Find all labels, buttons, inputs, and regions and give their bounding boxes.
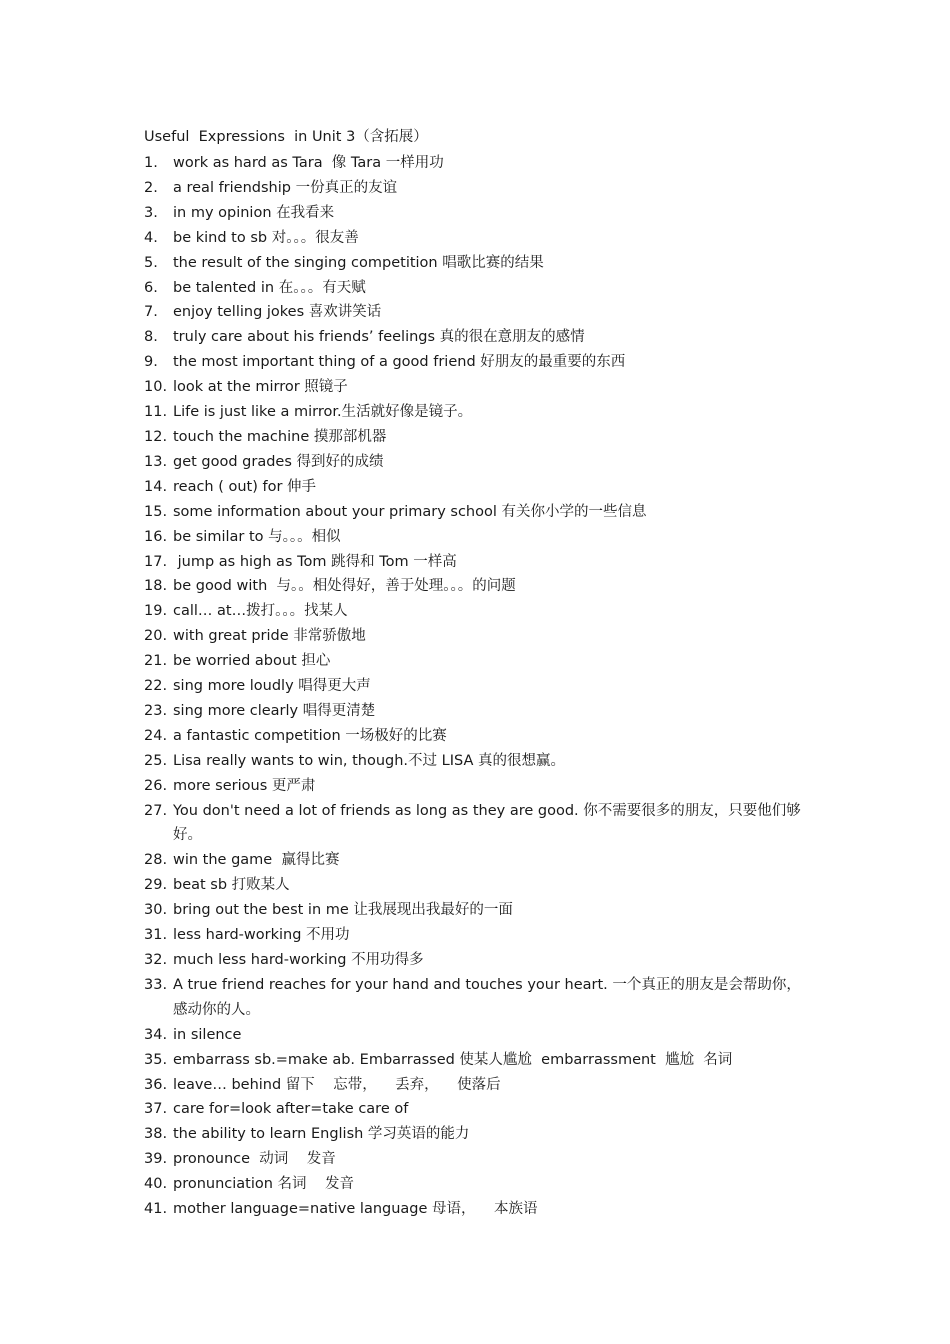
item-number: 40. <box>144 1176 168 1193</box>
list-item <box>144 550 814 575</box>
item-number: 6. <box>144 279 158 296</box>
list-item <box>144 674 814 699</box>
item-text: mother language=native language 母语， 本族语 <box>173 1201 538 1218</box>
list-item <box>144 350 814 375</box>
item-text: enjoy telling jokes 喜欢讲笑话 <box>173 304 382 321</box>
item-number: 9. <box>144 354 158 371</box>
item-text: be good with 与。。相处得好，善于处理。。。的问题 <box>173 578 516 595</box>
item-number: 20. <box>144 628 168 645</box>
list-item <box>144 699 814 724</box>
list-item <box>144 1048 814 1073</box>
item-number: 18. <box>144 578 168 595</box>
list-item <box>144 251 814 276</box>
item-text: the ability to learn English 学习英语的能力 <box>173 1126 470 1143</box>
list-item <box>144 300 814 325</box>
item-text: A true friend reaches for your hand and touches your heart. 一个真正的朋友是会帮助你，感动你的人。 <box>173 976 801 1018</box>
item-text: in my opinion 在我看来 <box>173 204 335 221</box>
list-item <box>144 226 814 251</box>
item-number: 1. <box>144 155 158 171</box>
item-number: 11. <box>144 404 168 421</box>
item-text: get good grades 得到好的成绩 <box>173 453 384 470</box>
item-text: sing more loudly 唱得更大声 <box>173 678 371 695</box>
item-text: be talented in 在。。。有天赋 <box>173 279 366 296</box>
item-number: 32. <box>144 952 168 968</box>
item-text: a fantastic competition 一场极好的比赛 <box>173 727 447 744</box>
item-number: 39. <box>144 1151 168 1168</box>
item-number: 37. <box>144 1101 168 1118</box>
item-text: be similar to 与。。。相似 <box>173 528 341 545</box>
item-text: less hard-working 不用功 <box>173 927 350 944</box>
list-item <box>144 599 814 624</box>
list-item <box>144 624 814 649</box>
list-item <box>144 375 814 400</box>
list-item <box>144 1147 814 1172</box>
list-item <box>144 724 814 749</box>
list-item <box>144 1023 814 1048</box>
list-item <box>144 276 814 301</box>
list-item <box>144 400 814 425</box>
item-text: the most important thing of a good friend 好朋友的最重要的东西 <box>173 354 626 371</box>
list-item <box>144 151 814 176</box>
item-text: with great pride 非常骄傲地 <box>173 628 366 645</box>
item-number: 24. <box>144 727 168 744</box>
item-text: sing more clearly 唱得更清楚 <box>173 702 376 719</box>
item-number: 12. <box>144 428 168 445</box>
item-number: 21. <box>144 653 168 670</box>
list-item <box>144 923 814 948</box>
item-number: 7. <box>144 304 158 321</box>
item-text: be kind to sb 对。。。很友善 <box>173 229 359 246</box>
list-item <box>144 574 814 599</box>
item-number: 19. <box>144 603 168 620</box>
list-item <box>144 948 814 973</box>
item-text: embarrass sb.=make ab. Embarrassed 使某人尴尬 embarrassment 尴尬 名词 <box>173 1051 733 1068</box>
list-item <box>144 325 814 350</box>
item-text: work as hard as Tara 像 Tara 一样用功 <box>173 155 444 171</box>
item-text: in silence <box>173 1026 242 1043</box>
item-text: be worried about 担心 <box>173 653 331 670</box>
item-text: more serious 更严肃 <box>173 777 316 794</box>
item-text: leave… behind 留下 忘带， 丢弃， 使落后 <box>173 1076 501 1093</box>
item-number: 10. <box>144 379 168 396</box>
item-number: 13. <box>144 453 168 470</box>
item-number: 31. <box>144 927 168 944</box>
list-item <box>144 425 814 450</box>
list-item <box>144 799 814 849</box>
item-number: 15. <box>144 503 168 520</box>
item-text: Lisa really wants to win, though.不过 LISA 真的很想赢。 <box>173 752 566 769</box>
item-number: 41. <box>144 1201 168 1218</box>
item-text: reach ( out) for 伸手 <box>173 478 317 495</box>
item-number: 35. <box>144 1051 168 1068</box>
list-item <box>144 475 814 500</box>
item-text: pronounce 动词 发音 <box>173 1151 336 1168</box>
item-number: 3. <box>144 204 158 221</box>
item-text: much less hard-working 不用功得多 <box>173 952 424 968</box>
item-text: a real friendship 一份真正的友谊 <box>173 179 398 196</box>
item-number: 27. <box>144 802 168 819</box>
list-item <box>144 649 814 674</box>
list-item <box>144 201 814 226</box>
item-number: 38. <box>144 1126 168 1143</box>
item-text: beat sb 打败某人 <box>173 877 290 894</box>
item-number: 34. <box>144 1026 168 1043</box>
item-text: truly care about his friends’ feelings 真的很在意朋友的感情 <box>173 329 585 346</box>
item-text: jump as high as Tom 跳得和 Tom 一样高 <box>173 553 457 570</box>
item-text: Life is just like a mirror.生活就好像是镜子。 <box>173 404 473 421</box>
item-number: 22. <box>144 678 168 695</box>
list-item <box>144 973 814 1023</box>
item-number: 29. <box>144 877 168 894</box>
item-number: 16. <box>144 528 168 545</box>
item-text: touch the machine 摸那部机器 <box>173 428 387 445</box>
list-item <box>144 848 814 873</box>
item-number: 30. <box>144 902 168 919</box>
item-text: care for=look after=take care of <box>173 1101 409 1118</box>
item-number: 14. <box>144 478 168 495</box>
list-item <box>144 898 814 923</box>
item-number: 8. <box>144 329 158 346</box>
item-number: 25. <box>144 752 168 769</box>
list-item <box>144 176 814 201</box>
item-text: bring out the best in me 让我展现出我最好的一面 <box>173 902 513 919</box>
item-text: look at the mirror 照镜子 <box>173 379 348 396</box>
expression-list <box>144 151 814 1222</box>
list-item <box>144 1172 814 1197</box>
item-number: 33. <box>144 976 168 993</box>
item-number: 28. <box>144 852 168 869</box>
list-item <box>144 525 814 550</box>
list-item <box>144 1122 814 1147</box>
item-number: 23. <box>144 702 168 719</box>
item-number: 4. <box>144 229 158 246</box>
item-text: pronunciation 名词 发音 <box>173 1176 354 1193</box>
item-text: You don't need a lot of friends as long as they are good. 你不需要很多的朋友，只要他们够好。 <box>173 802 801 844</box>
item-text: the result of the singing competition 唱歌比赛的结果 <box>173 254 544 271</box>
item-number: 2. <box>144 179 158 196</box>
list-item <box>144 873 814 898</box>
item-number: 17. <box>144 553 168 570</box>
list-item <box>144 450 814 475</box>
list-item <box>144 500 814 525</box>
item-number: 26. <box>144 777 168 794</box>
item-number: 5. <box>144 254 158 271</box>
list-item <box>144 774 814 799</box>
list-item <box>144 1197 814 1222</box>
list-item <box>144 1073 814 1098</box>
document-title: Useful Expressions in Unit 3（含拓展） <box>144 129 428 145</box>
item-text: win the game 赢得比赛 <box>173 852 340 869</box>
item-number: 36. <box>144 1076 168 1093</box>
item-text: call… at…拨打。。。找某人 <box>173 603 348 620</box>
item-text: some information about your primary school 有关你小学的一些信息 <box>173 503 647 520</box>
list-item <box>144 749 814 774</box>
list-item <box>144 1097 814 1122</box>
